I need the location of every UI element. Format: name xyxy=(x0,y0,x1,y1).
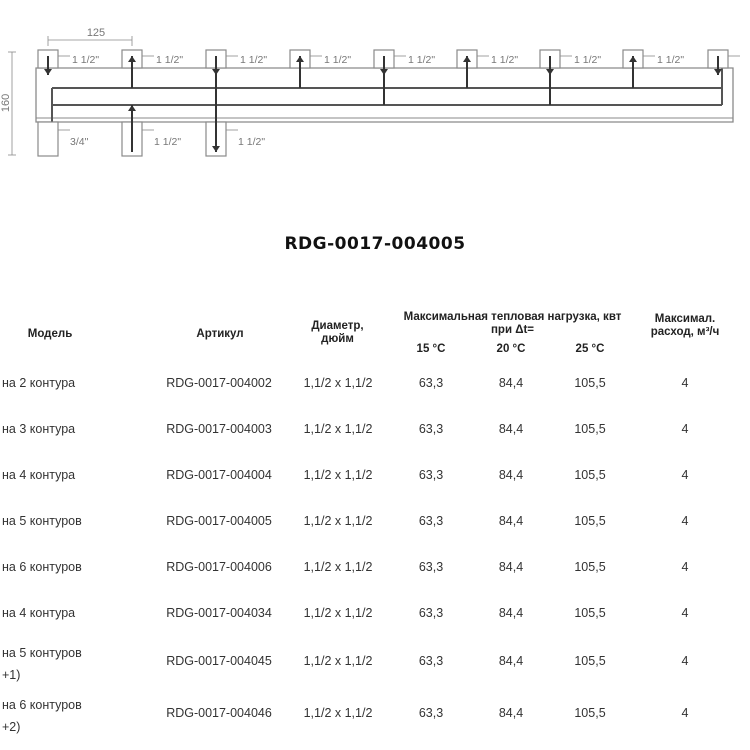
header-max-flow: Максимал. расход, м³/ч xyxy=(650,313,720,338)
cell-article: RDG-0017-004034 xyxy=(166,606,272,620)
header-t20: 20 °C xyxy=(496,343,526,355)
cell-t15: 63,3 xyxy=(418,560,444,574)
cell-t25: 105,5 xyxy=(574,422,606,436)
cell-t20: 84,4 xyxy=(498,706,524,720)
outlet-top-label: 1 1/2" xyxy=(324,54,352,66)
cell-t25: 105,5 xyxy=(574,560,606,574)
arrow-down-icon xyxy=(212,69,220,75)
outlet-top-label: 1 1/2" xyxy=(72,54,100,66)
cell-t25: 105,5 xyxy=(574,606,606,620)
cell-flow: 4 xyxy=(681,376,689,390)
cell-flow: 4 xyxy=(681,468,689,482)
cell-diameter: 1,1/2 x 1,1/2 xyxy=(303,654,373,668)
cell-model: на 6 контуров xyxy=(2,698,82,712)
header-t25: 25 °C xyxy=(575,343,605,355)
outlet-bottom-label: 3/4" xyxy=(70,136,89,148)
cell-diameter: 1,1/2 x 1,1/2 xyxy=(303,422,373,436)
manifold-drawing xyxy=(0,0,750,170)
header-t15: 15 °C xyxy=(416,343,446,355)
cell-t15: 63,3 xyxy=(418,422,444,436)
cell-model: на 5 контуров xyxy=(2,514,82,528)
cell-flow: 4 xyxy=(681,606,689,620)
cell-article: RDG-0017-004005 xyxy=(166,514,272,528)
outlet-top-label: 1 1/2" xyxy=(156,54,184,66)
cell-model: на 4 контура xyxy=(2,606,76,620)
outlet-bottom-label: 1 1/2" xyxy=(238,136,266,148)
cell-article: RDG-0017-004003 xyxy=(166,422,272,436)
cell-article: RDG-0017-004006 xyxy=(166,560,272,574)
cell-t25: 105,5 xyxy=(574,468,606,482)
cell-model: на 4 контура xyxy=(2,468,76,482)
cell-diameter: 1,1/2 x 1,1/2 xyxy=(303,706,373,720)
cell-t25: 105,5 xyxy=(574,706,606,720)
cell-t20: 84,4 xyxy=(498,560,524,574)
cell-diameter: 1,1/2 x 1,1/2 xyxy=(303,468,373,482)
page-title: RDG-0017-004005 xyxy=(284,234,466,254)
arrow-down-icon xyxy=(714,69,722,75)
arrow-down-icon xyxy=(546,69,554,75)
cell-model: на 3 контура xyxy=(2,422,76,436)
cell-article: RDG-0017-004002 xyxy=(166,376,272,390)
cell-model: на 6 контуров xyxy=(2,560,82,574)
cell-model: на 2 контура xyxy=(2,376,76,390)
header-article: Артикул xyxy=(196,328,244,340)
cell-t20: 84,4 xyxy=(498,514,524,528)
header-model: Модель xyxy=(27,328,73,340)
cell-t15: 63,3 xyxy=(418,654,444,668)
cell-model-suffix: +2) xyxy=(2,720,21,734)
cell-t25: 105,5 xyxy=(574,376,606,390)
outlet-bottom-label: 1 1/2" xyxy=(154,136,182,148)
cell-flow: 4 xyxy=(681,654,689,668)
cell-t15: 63,3 xyxy=(418,706,444,720)
header-diameter: Диаметр, дюйм xyxy=(311,320,364,345)
cell-t25: 105,5 xyxy=(574,514,606,528)
outlet-top-label: 1 1/2" xyxy=(491,54,519,66)
dim-width-label: 125 xyxy=(86,27,106,39)
header-max-load: Максимальная тепловая нагрузка, квт при Δt= xyxy=(403,311,622,336)
cell-flow: 4 xyxy=(681,514,689,528)
cell-diameter: 1,1/2 x 1,1/2 xyxy=(303,606,373,620)
cell-t20: 84,4 xyxy=(498,468,524,482)
cell-t15: 63,3 xyxy=(418,514,444,528)
arrow-down-icon xyxy=(380,69,388,75)
dim-height-label: 160 xyxy=(0,93,12,113)
cell-t25: 105,5 xyxy=(574,654,606,668)
cell-flow: 4 xyxy=(681,422,689,436)
cell-t20: 84,4 xyxy=(498,606,524,620)
cell-flow: 4 xyxy=(681,706,689,720)
cell-flow: 4 xyxy=(681,560,689,574)
cell-t20: 84,4 xyxy=(498,654,524,668)
arrow-down-icon xyxy=(44,69,52,75)
cell-t20: 84,4 xyxy=(498,376,524,390)
cell-article: RDG-0017-004046 xyxy=(166,706,272,720)
cell-model-suffix: +1) xyxy=(2,668,21,682)
cell-diameter: 1,1/2 x 1,1/2 xyxy=(303,514,373,528)
cell-t15: 63,3 xyxy=(418,468,444,482)
cell-t20: 84,4 xyxy=(498,422,524,436)
cell-article: RDG-0017-004004 xyxy=(166,468,272,482)
outlet-top-label: 1 1/2" xyxy=(657,54,685,66)
outlet-top-label: 1 1/2" xyxy=(240,54,268,66)
cell-t15: 63,3 xyxy=(418,376,444,390)
cell-t15: 63,3 xyxy=(418,606,444,620)
outlet-top-label: 1 1/2" xyxy=(408,54,436,66)
outlet-bottom xyxy=(38,122,58,156)
cell-model: на 5 контуров xyxy=(2,646,82,660)
cell-article: RDG-0017-004045 xyxy=(166,654,272,668)
outlet-top-label: 1 1/2" xyxy=(574,54,602,66)
cell-diameter: 1,1/2 x 1,1/2 xyxy=(303,376,373,390)
cell-diameter: 1,1/2 x 1,1/2 xyxy=(303,560,373,574)
